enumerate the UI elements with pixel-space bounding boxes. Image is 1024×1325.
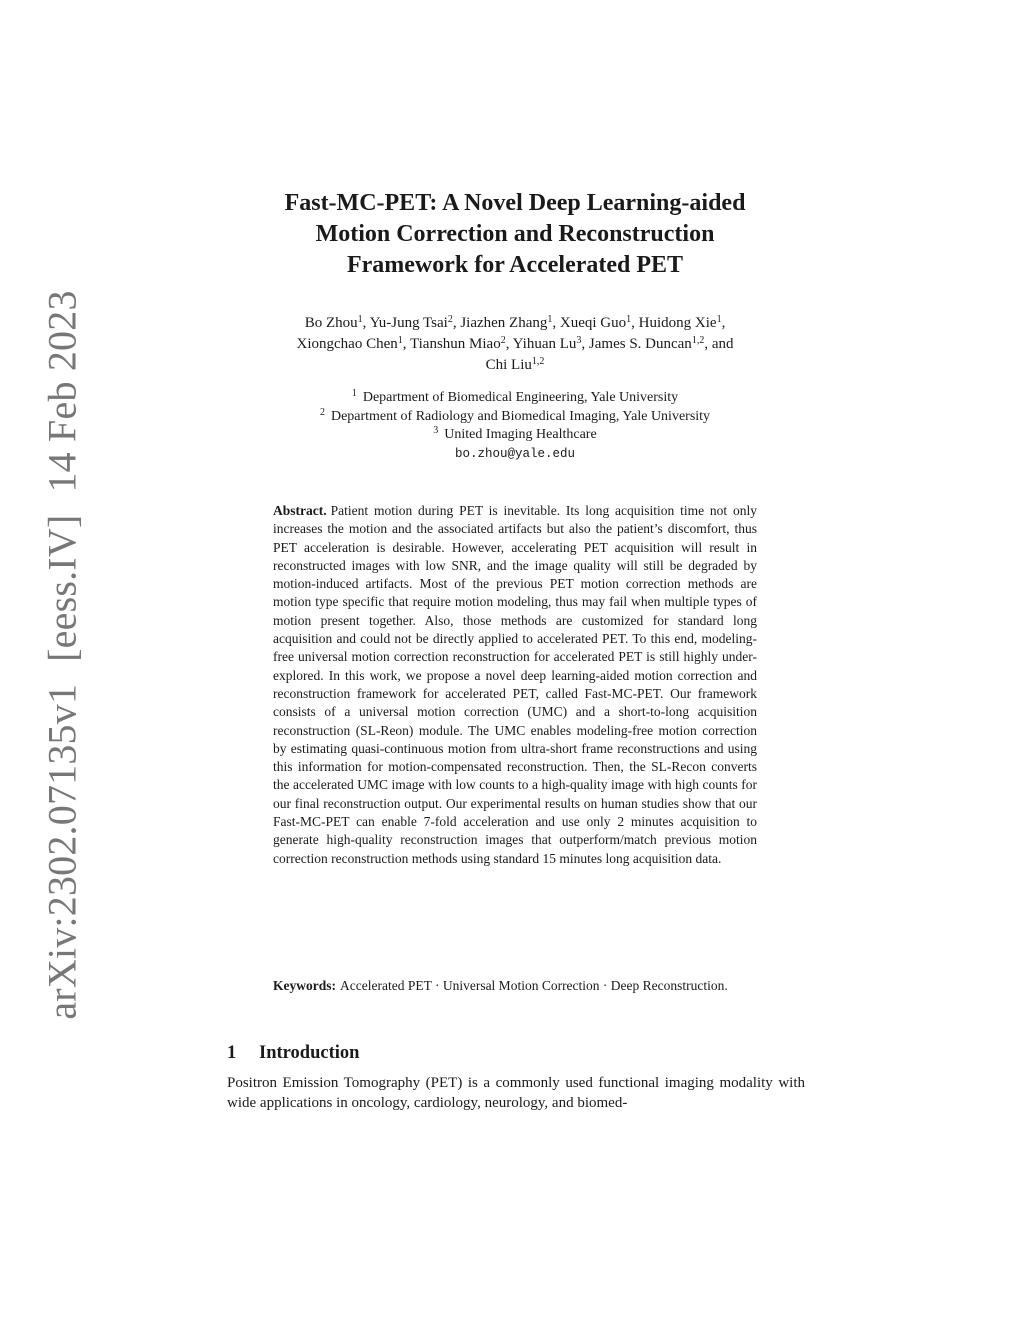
author-name: Xiongchao Chen — [296, 336, 398, 352]
author-name: Xueqi Guo — [559, 315, 627, 331]
arxiv-date: 14 Feb 2023 — [39, 290, 85, 493]
abstract-text: Patient motion during PET is inevitable. Its long acquisition time not only increases the motion and the associated artifacts but also the patient’s discomfort, thus PET acceleration is desirable. However, accelerating PET acquisition will result in reconstructed images with low SNR, and the image quality will still be degraded by motion-induced artifacts. Most of the previous PET motion correction methods are motion type specific that require motion modeling, thus may fail when multiple types of motion present together. Also, those methods are customized for standard long acquisition and could not be directly applied to accelerated PET. To this end, modeling-free universal motion correction reconstruction for accelerated PET is still highly under-explored. In this work, we propose a novel deep learning-aided motion correction and reconstruction framework for accelerated PET, called Fast-MC-PET. Our framework consists of a universal motion correction (UMC) and a short-to-long acquisition reconstruction (SL-Reon) module. The UMC enables modeling-free motion correction by estimating quasi-continuous motion from ultra-short frame reconstructions and using this information for motion-compensated reconstruction. Then, the SL-Recon converts the accelerated UMC image with low counts to a high-quality image with high counts for our final reconstruction output. Our experimental results on human studies show that our Fast-MC-PET can enable 7-fold acceleration and use only 2 minutes acquisition to generate high-quality reconstruction images that outperform/match previous motion correction reconstruction methods using standard 15 minutes long acquisition data. — [273, 503, 757, 866]
author-affiliation-mark: 1,2 — [531, 356, 545, 367]
abstract-label: Abstract. — [273, 503, 327, 518]
author-affiliation-mark: 1 — [716, 314, 722, 325]
author-separator: , — [631, 315, 639, 331]
title-line-1: Fast-MC-PET: A Novel Deep Learning-aided — [284, 190, 746, 216]
author-list: Bo Zhou$^1$, Yu-Jung Tsai$^2$, Jiazhen Zhang$^1$, Xueqi Guo$^1$, Huidong Xie$^1$, Xiongchao Chen$^1$, Tianshun Miao$^2$, Yihuan Lu$^3$, James S. Duncan$^{1,2}$, and Chi Liu$^{1,2}$ — [296, 314, 734, 373]
intro-paragraph: Positron Emission Tomography (PET) is a commonly used functional imaging modality with wide applications in oncology, cardiology, neurology, and biomed- — [227, 1075, 805, 1111]
author-affiliation-mark: 2 — [447, 314, 453, 325]
author-final-joiner: , and — [704, 336, 734, 352]
affiliation-text: United Imaging Healthcare — [444, 427, 597, 442]
author-name: Chi Liu — [485, 357, 532, 373]
title-line-2: Motion Correction and Reconstruction — [315, 221, 715, 247]
contact-email[interactable]: bo.zhou@yale.edu — [454, 446, 576, 461]
author-affiliation-mark: 3 — [576, 335, 582, 346]
author-name: Jiazhen Zhang — [460, 315, 548, 331]
affiliation-item — [200, 408, 830, 427]
affiliation-number: 2 — [319, 406, 325, 418]
keywords — [273, 977, 757, 995]
arxiv-category: [eess.IV] — [39, 514, 85, 662]
title-line-3: Framework for Accelerated PET — [346, 252, 684, 278]
author-separator: , — [552, 315, 560, 331]
author-name: Yu-Jung Tsai — [369, 315, 448, 331]
author-affiliation-mark: 1 — [547, 314, 553, 325]
affiliation-text: Department of Radiology and Biomedical Imaging, Yale University — [330, 408, 711, 424]
author-affiliation-mark: 1 — [357, 314, 363, 325]
author-separator: , — [362, 315, 370, 331]
author-affiliation-mark: 2 — [500, 335, 506, 346]
arxiv-identifier-stamp — [39, 290, 86, 1019]
author-name: Bo Zhou — [304, 315, 358, 331]
author-affiliation-mark: 1 — [626, 314, 632, 325]
author-name: James S. Duncan — [588, 336, 692, 352]
paper-title — [210, 188, 820, 281]
affiliation-number: 3 — [433, 425, 439, 436]
author-affiliation-mark: 1,2 — [691, 335, 705, 346]
section-title: Introduction — [259, 1043, 360, 1063]
author-affiliation-mark: 1 — [397, 335, 403, 346]
author-name: Tianshun Miao — [409, 336, 501, 352]
section-number: 1 — [227, 1043, 237, 1063]
author-separator: , — [581, 336, 589, 352]
author-name: Huidong Xie — [638, 315, 717, 331]
author-name: Yihuan Lu — [512, 336, 577, 352]
arxiv-id: arXiv:2302.07135v1 — [39, 683, 85, 1020]
author-separator: , — [452, 315, 461, 331]
keywords-text: Accelerated PET · Universal Motion Correction · Deep Reconstruction. — [340, 978, 728, 993]
author-separator: , — [402, 336, 410, 352]
affiliation-item — [200, 389, 830, 408]
author-separator: , — [505, 336, 513, 352]
abstract — [273, 502, 757, 868]
section-heading — [227, 1043, 359, 1064]
affiliation-number: 1 — [351, 388, 357, 399]
affiliation-list — [200, 389, 830, 463]
affiliation-text: Department of Biomedical Engineering, Yale University — [362, 390, 679, 405]
keywords-label: Keywords: — [273, 978, 336, 993]
affiliation-item — [200, 426, 830, 445]
